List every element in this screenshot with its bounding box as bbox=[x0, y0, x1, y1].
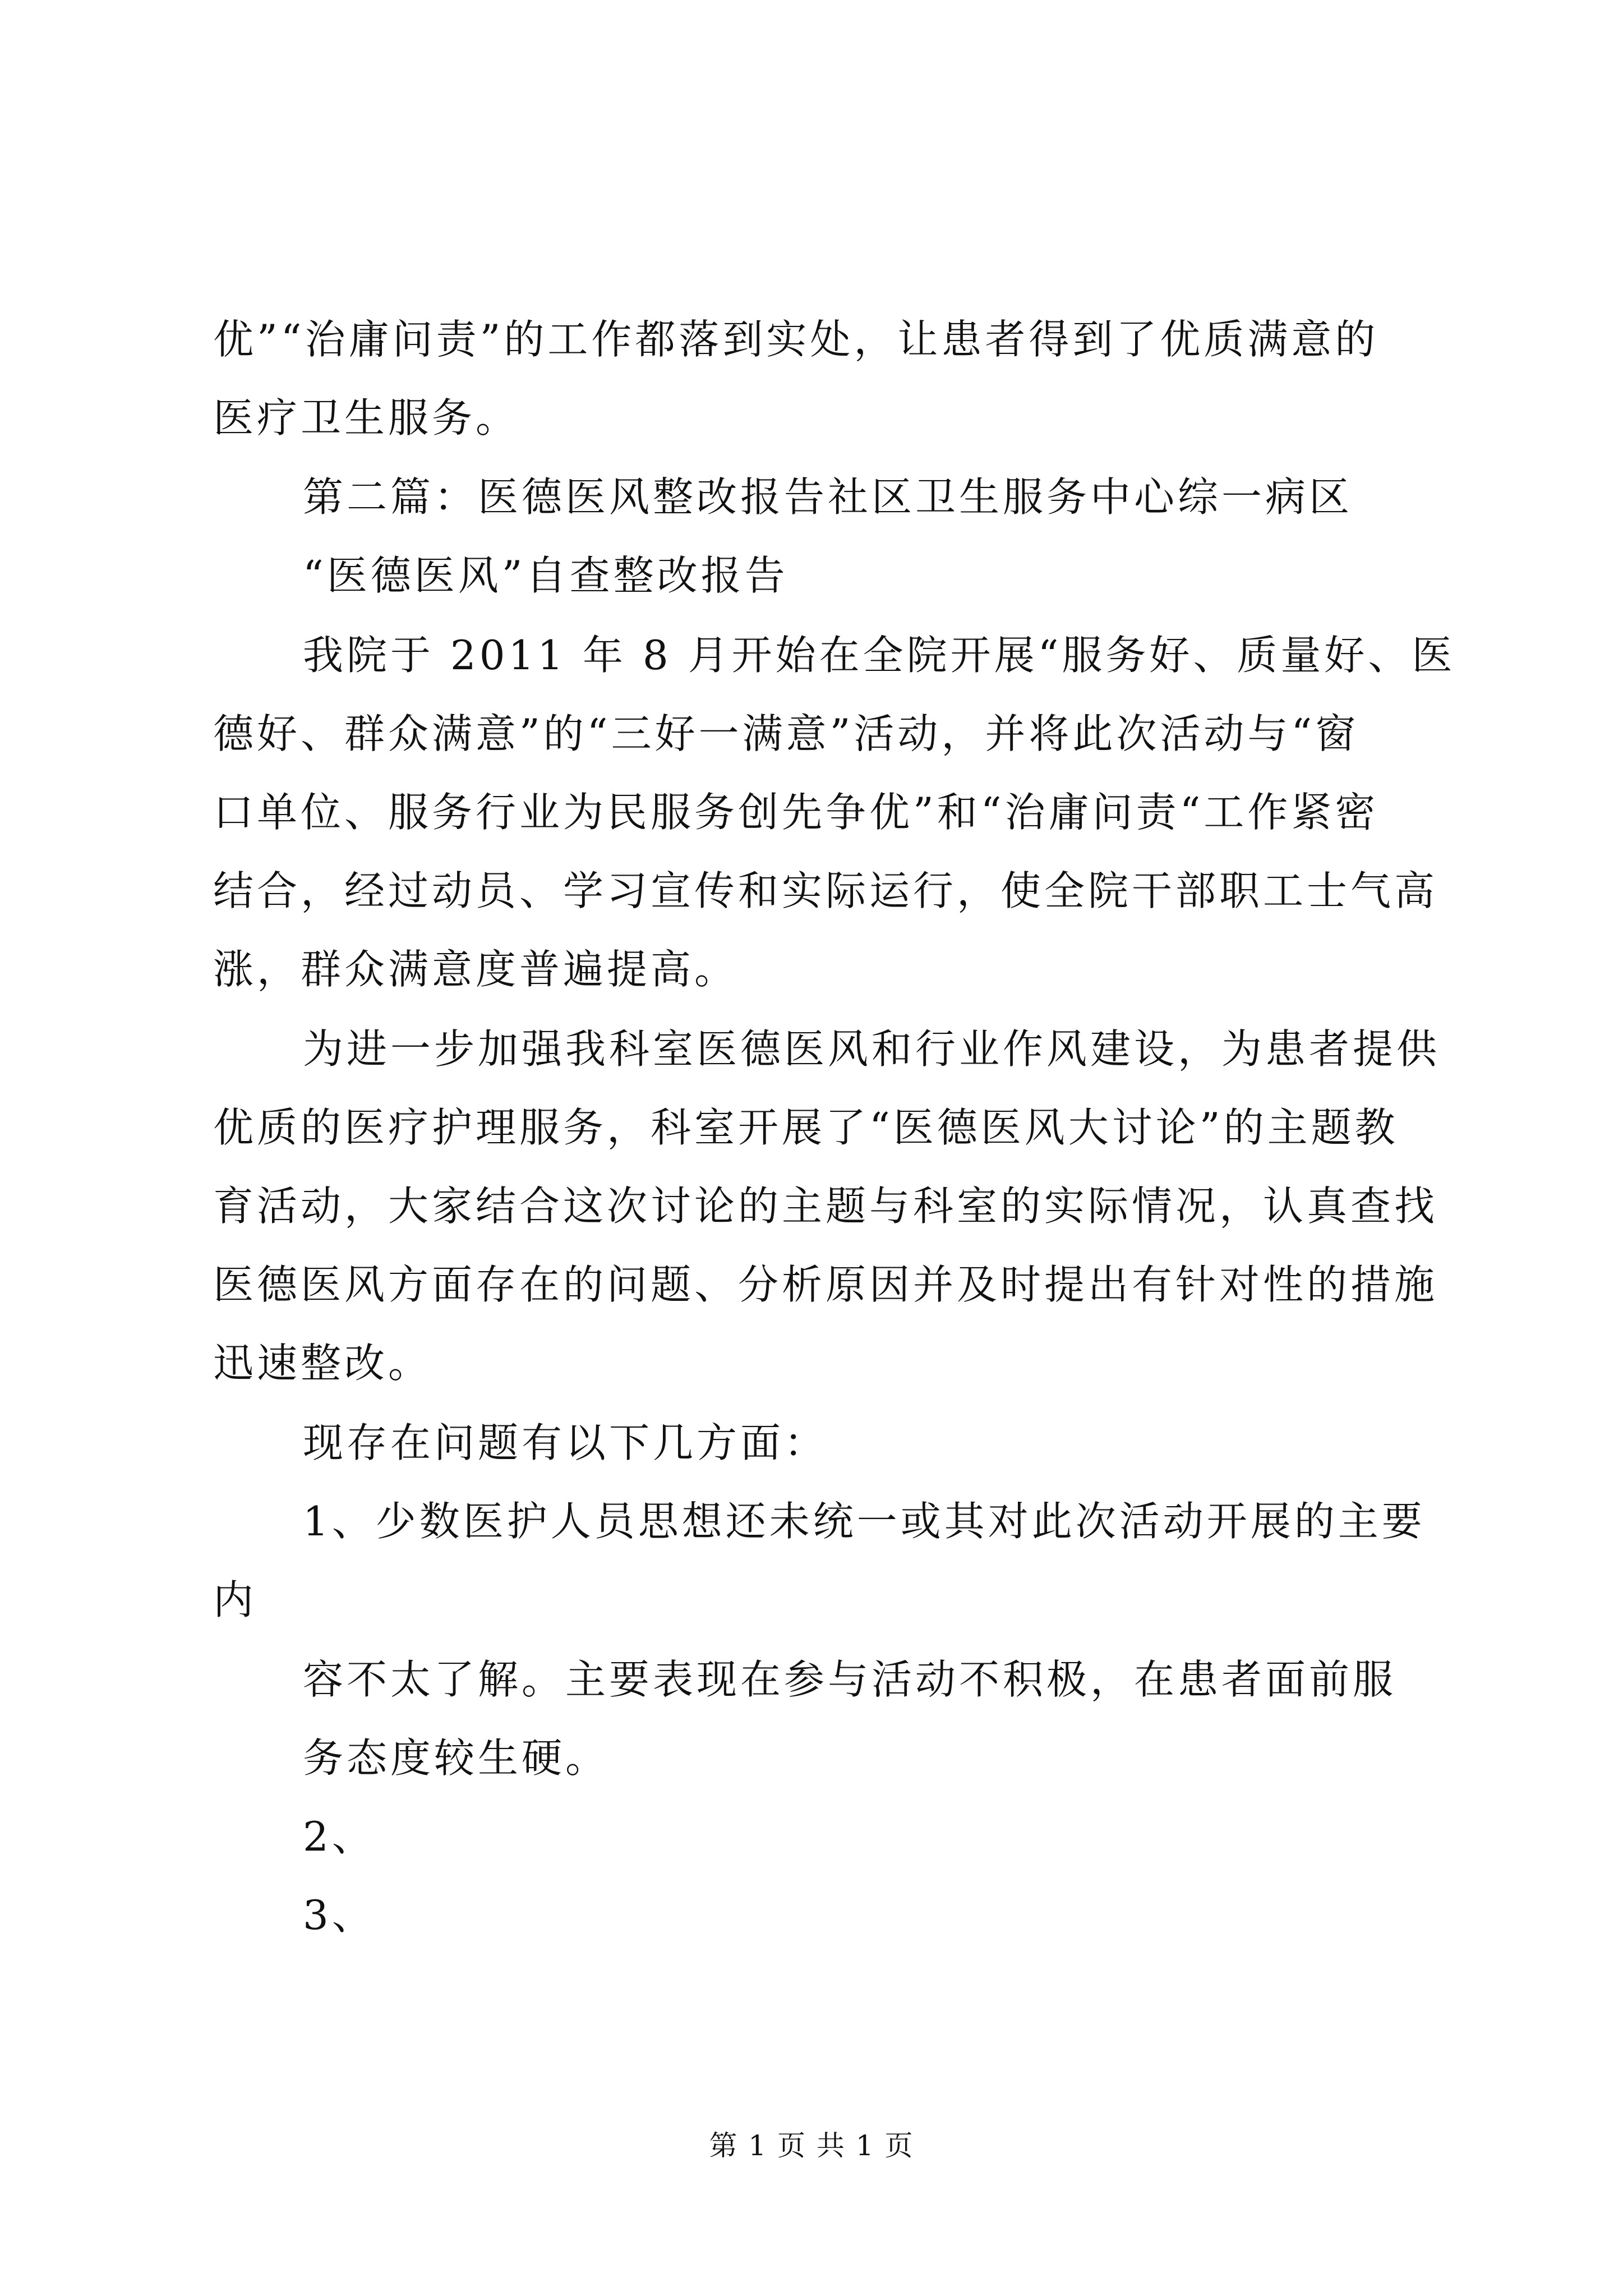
text-line: 内 bbox=[213, 1576, 257, 1623]
text-line: 优”“治庸问责”的工作都落到实处，让患者得到了优质满意的 bbox=[213, 316, 1379, 363]
list-item: 2、 bbox=[303, 1813, 376, 1860]
list-item: 1、少数医护人员思想还未统一或其对此次活动开展的主要 bbox=[303, 1498, 1426, 1545]
text-line: 容不太了解。主要表现在参与活动不积极，在患者面前服 bbox=[303, 1656, 1397, 1703]
text-line: 育活动，大家结合这次讨论的主题与科室的实际情况，认真查找 bbox=[213, 1182, 1438, 1230]
text-line: 德好、群众满意”的“三好一满意”活动，并将此次活动与“窗 bbox=[213, 710, 1359, 757]
text-line: 口单位、服务行业为民服务创先争优”和“治庸问责“工作紧密 bbox=[213, 789, 1379, 836]
list-item: 3、 bbox=[303, 1892, 376, 1939]
text-line: 医疗卫生服务。 bbox=[213, 394, 520, 441]
text-line: 务态度较生硬。 bbox=[303, 1734, 610, 1782]
text-line: 我院于 2011 年 8 月开始在全院开展“服务好、质量好、医 bbox=[303, 632, 1456, 679]
text-line: 迅速整改。 bbox=[213, 1340, 432, 1387]
text-line: 优质的医疗护理服务，科室开展了“医德医风大讨论”的主题教 bbox=[213, 1104, 1399, 1151]
text-line: 为进一步加强我科室医德医风和行业作风建设，为患者提供 bbox=[303, 1025, 1441, 1073]
text-line: 结合，经过动员、学习宣传和实际运行，使全院干部职工士气高 bbox=[213, 867, 1438, 914]
text-line: 现存在问题有以下几方面： bbox=[303, 1419, 828, 1466]
section-heading: 第二篇：医德医风整改报告社区卫生服务中心综一病区 bbox=[303, 473, 1353, 521]
text-line: 涨，群众满意度普遍提高。 bbox=[213, 946, 739, 993]
section-subheading: “医德医风”自查整改报告 bbox=[303, 552, 789, 599]
page-footer: 第 1 页 共 1 页 bbox=[709, 2129, 914, 2162]
text-line: 医德医风方面存在的问题、分析原因并及时提出有针对性的措施 bbox=[213, 1261, 1438, 1308]
